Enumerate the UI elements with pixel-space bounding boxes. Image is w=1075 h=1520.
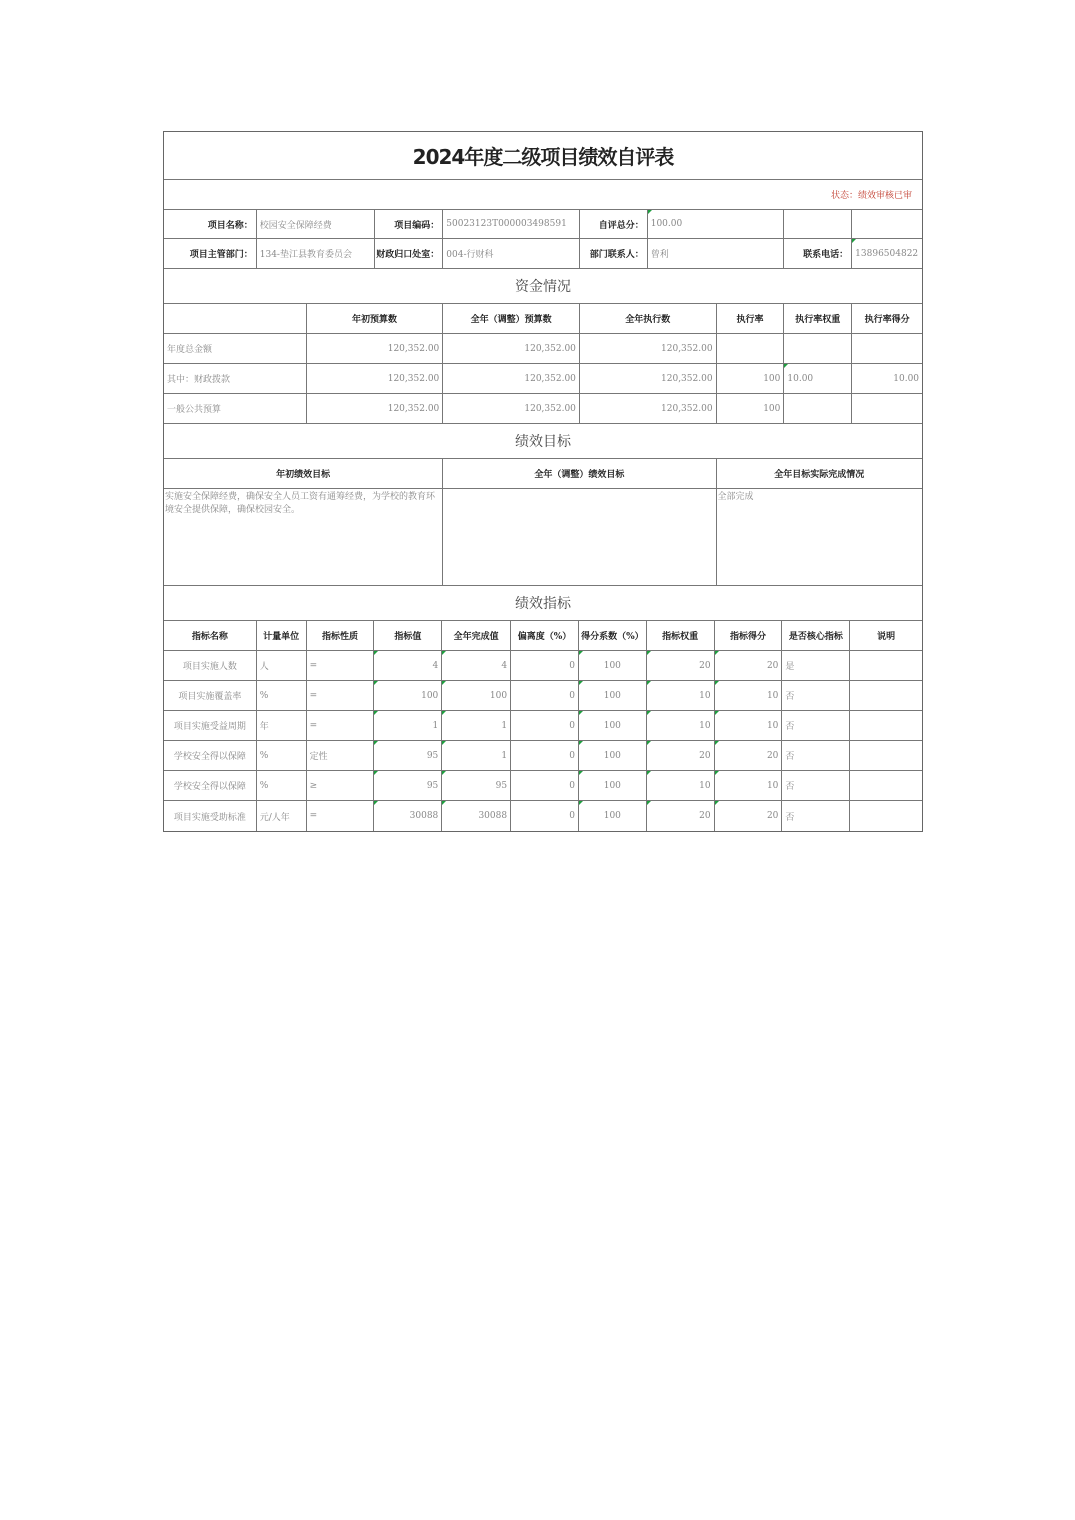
funds-weight: 10.00 <box>784 364 852 393</box>
info-empty-cell <box>852 210 922 238</box>
funds-adjusted: 120,352.00 <box>443 394 580 423</box>
indicator-header-cell: 偏离度（%） <box>511 621 579 650</box>
funds-header-cell <box>164 304 307 333</box>
indicator-core: 是 <box>782 651 850 680</box>
project-code-value: 50023123T000003498591 <box>443 210 580 238</box>
funds-row <box>164 394 922 424</box>
indicator-header-cell: 计量单位 <box>257 621 307 650</box>
indicators-header-row <box>164 621 922 651</box>
indicator-coefficient: 100 <box>579 771 647 800</box>
indicator-deviation: 0 <box>511 711 579 740</box>
indicator-name: 项目实施受益周期 <box>164 711 257 740</box>
funds-initial: 120,352.00 <box>307 334 444 363</box>
indicator-deviation: 0 <box>511 771 579 800</box>
indicator-done: 30088 <box>442 801 511 831</box>
indicator-row <box>164 681 922 711</box>
project-name-value: 校园安全保障经费 <box>257 210 376 238</box>
goals-header-cell: 年初绩效目标 <box>164 459 443 488</box>
indicator-done: 4 <box>442 651 511 680</box>
funds-rate: 100 <box>717 364 785 393</box>
adjusted-goal-text <box>443 489 716 585</box>
contact-value: 曾利 <box>648 239 785 268</box>
funds-initial: 120,352.00 <box>307 364 444 393</box>
funds-adjusted: 120,352.00 <box>443 364 580 393</box>
indicator-row <box>164 741 922 771</box>
funds-executed: 120,352.00 <box>580 334 717 363</box>
indicator-note <box>850 771 922 800</box>
indicator-row <box>164 651 922 681</box>
indicator-score: 10 <box>715 711 783 740</box>
indicator-done: 1 <box>442 741 511 770</box>
indicator-unit: % <box>257 771 307 800</box>
funds-score: 10.00 <box>893 373 920 384</box>
indicator-header-cell: 指标性质 <box>307 621 375 650</box>
funds-score <box>852 334 922 363</box>
indicator-deviation: 0 <box>511 651 579 680</box>
funds-rate: 100 <box>717 394 785 423</box>
funds-rate <box>717 334 785 363</box>
indicator-nature: = <box>307 801 375 831</box>
indicator-header-cell: 全年完成值 <box>442 621 511 650</box>
indicator-value: 100 <box>374 681 442 710</box>
funds-header-cell: 执行率权重 <box>784 304 852 333</box>
indicator-unit: 年 <box>257 711 307 740</box>
indicator-header-cell: 说明 <box>877 632 896 642</box>
indicator-done: 100 <box>442 681 511 710</box>
indicator-unit: 元/人年 <box>257 801 307 831</box>
indicator-note <box>850 741 922 770</box>
indicator-deviation: 0 <box>511 741 579 770</box>
indicator-coefficient: 100 <box>579 741 647 770</box>
indicator-name: 学校安全得以保障 <box>164 771 257 800</box>
indicator-done: 95 <box>442 771 511 800</box>
indicator-score: 20 <box>715 741 783 770</box>
funds-header-cell: 执行率 <box>717 304 785 333</box>
indicator-unit: 人 <box>257 651 307 680</box>
dept-value: 134-垫江县教育委员会 <box>257 239 376 268</box>
indicator-weight: 20 <box>647 801 715 831</box>
indicator-score: 10 <box>715 681 783 710</box>
indicator-nature: = <box>307 651 375 680</box>
project-name-label: 项目名称： <box>164 210 257 238</box>
indicator-deviation: 0 <box>511 681 579 710</box>
phone-value: 13896504822 <box>852 239 922 268</box>
goals-section-title: 绩效目标 <box>164 424 922 459</box>
indicator-weight: 20 <box>647 651 715 680</box>
dept-label: 项目主管部门： <box>164 239 257 268</box>
indicator-row <box>164 711 922 741</box>
funds-row-name: 年度总金额 <box>164 334 307 363</box>
indicator-name: 项目实施人数 <box>164 651 257 680</box>
indicator-value: 30088 <box>374 801 442 831</box>
funds-row <box>164 334 922 364</box>
indicator-header-cell: 指标得分 <box>715 621 783 650</box>
indicator-name: 项目实施受助标准 <box>164 801 257 831</box>
indicator-score: 10 <box>715 771 783 800</box>
funds-header-cell: 全年执行数 <box>580 304 717 333</box>
indicator-weight: 20 <box>647 741 715 770</box>
funds-header-cell: 年初预算数 <box>307 304 444 333</box>
funds-initial: 120,352.00 <box>307 394 444 423</box>
indicator-name: 项目实施覆盖率 <box>164 681 257 710</box>
indicator-coefficient: 100 <box>579 651 647 680</box>
indicator-row <box>164 771 922 801</box>
finance-label: 财政归口处室： <box>375 239 443 268</box>
funds-executed: 120,352.00 <box>580 364 717 393</box>
indicator-value: 4 <box>374 651 442 680</box>
funds-weight <box>784 334 852 363</box>
indicator-note <box>850 801 922 831</box>
funds-section-title: 资金情况 <box>164 269 922 304</box>
self-score-label: 自评总分： <box>580 210 648 238</box>
info-row-2 <box>164 239 922 269</box>
goals-header-row <box>164 459 922 489</box>
indicator-core: 否 <box>782 681 850 710</box>
info-row-1 <box>164 210 922 239</box>
funds-header-row <box>164 304 922 334</box>
indicator-core: 否 <box>782 711 850 740</box>
initial-goal-text: 实施安全保障经费，确保安全人员工资有通筹经费，为学校的教育环境安全提供保障，确保校园安全。 <box>164 489 443 585</box>
contact-label: 部门联系人： <box>580 239 648 268</box>
info-empty-cell <box>784 210 852 238</box>
indicator-nature: 定性 <box>307 741 375 770</box>
goals-content-row <box>164 489 922 586</box>
indicator-value: 95 <box>374 741 442 770</box>
project-code-label: 项目编码： <box>375 210 443 238</box>
indicator-unit: % <box>257 681 307 710</box>
indicator-header-cell: 指标权重 <box>647 621 715 650</box>
indicator-value: 1 <box>374 711 442 740</box>
performance-self-evaluation-sheet <box>163 131 923 832</box>
funds-header-cell: 全年（调整）预算数 <box>443 304 580 333</box>
finance-value: 004-行财科 <box>443 239 580 268</box>
funds-weight <box>784 394 852 423</box>
indicator-header-cell: 得分系数（%） <box>579 621 647 650</box>
indicator-nature: = <box>307 711 375 740</box>
indicator-nature: = <box>307 681 375 710</box>
indicator-score: 20 <box>715 801 783 831</box>
indicator-value: 95 <box>374 771 442 800</box>
indicator-score: 20 <box>715 651 783 680</box>
indicator-weight: 10 <box>647 771 715 800</box>
indicator-header-cell: 指标值 <box>374 621 442 650</box>
indicator-deviation: 0 <box>511 801 579 831</box>
goals-header-cell: 全年（调整）绩效目标 <box>443 459 716 488</box>
indicator-nature: ≥ <box>307 771 375 800</box>
funds-header-cell: 执行率得分 <box>864 315 910 325</box>
indicator-name: 学校安全得以保障 <box>164 741 257 770</box>
indicator-coefficient: 100 <box>579 681 647 710</box>
status-badge: 状态：绩效审核已审 <box>164 180 922 210</box>
indicator-coefficient: 100 <box>579 711 647 740</box>
indicator-note <box>850 681 922 710</box>
indicator-done: 1 <box>442 711 511 740</box>
funds-adjusted: 120,352.00 <box>443 334 580 363</box>
completion-text: 全部完成 <box>717 492 754 502</box>
funds-score <box>852 394 922 423</box>
goals-header-cell: 全年目标实际完成情况 <box>774 470 865 480</box>
phone-label: 联系电话： <box>784 239 852 268</box>
indicator-core: 否 <box>782 741 850 770</box>
funds-row <box>164 364 922 394</box>
indicator-unit: % <box>257 741 307 770</box>
indicator-note <box>850 651 922 680</box>
indicator-core: 否 <box>782 771 850 800</box>
funds-row-name: 一般公共预算 <box>164 394 307 423</box>
indicator-core: 否 <box>782 801 850 831</box>
sheet-title: 2024年度二级项目绩效自评表 <box>164 132 922 180</box>
funds-row-name: 其中：财政拨款 <box>164 364 307 393</box>
indicators-table-body <box>164 651 922 831</box>
indicator-header-cell: 是否核心指标 <box>782 621 850 650</box>
self-score-value: 100.00 <box>648 210 785 238</box>
indicator-row <box>164 801 922 831</box>
indicators-section-title: 绩效指标 <box>164 586 922 621</box>
indicator-note <box>850 711 922 740</box>
indicator-weight: 10 <box>647 711 715 740</box>
indicator-coefficient: 100 <box>579 801 647 831</box>
indicator-weight: 10 <box>647 681 715 710</box>
indicator-header-cell: 指标名称 <box>164 621 257 650</box>
funds-executed: 120,352.00 <box>580 394 717 423</box>
